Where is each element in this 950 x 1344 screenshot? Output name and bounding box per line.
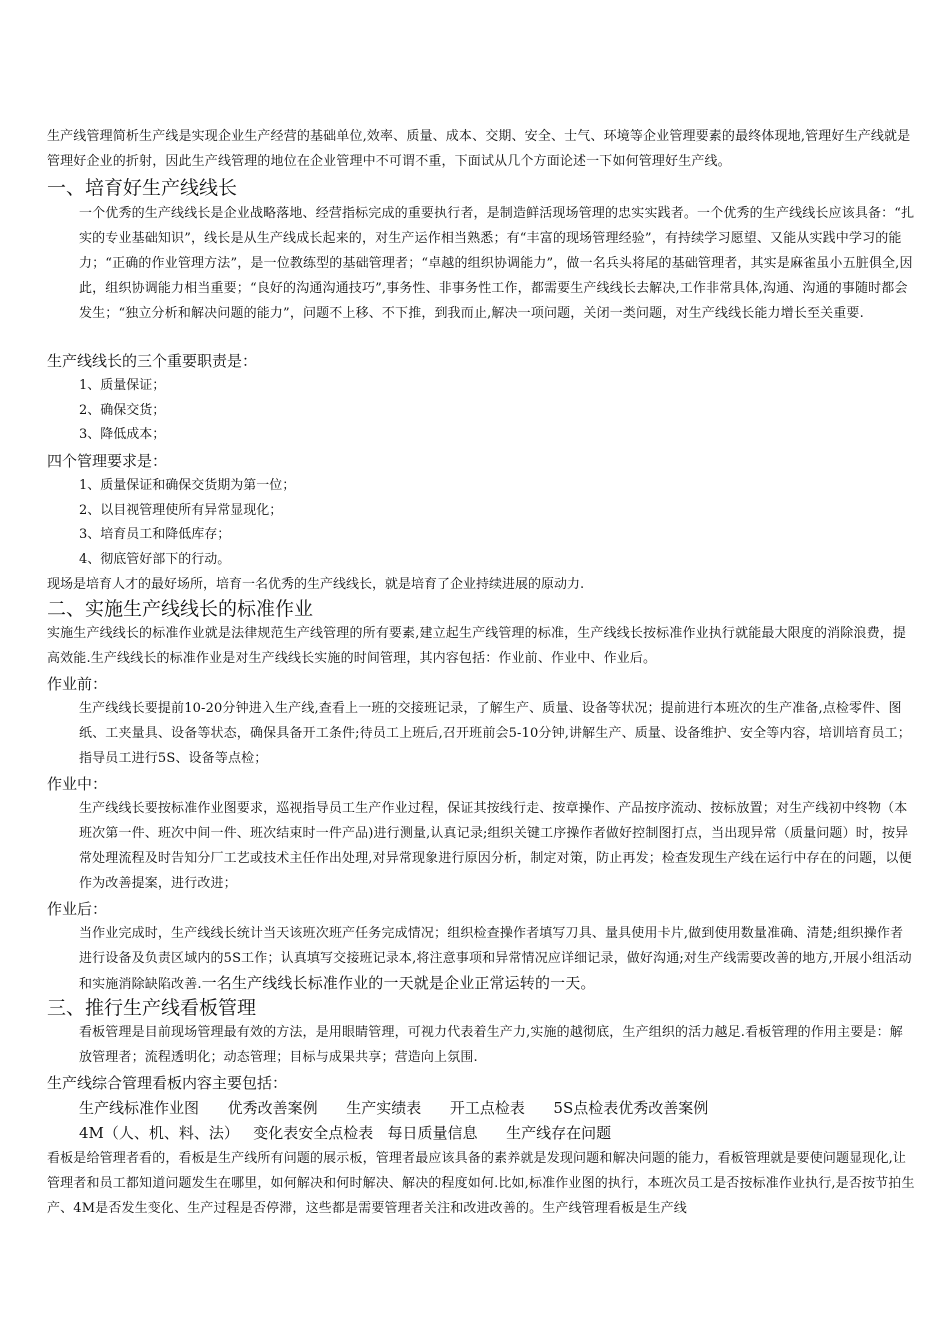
requirement-item: 1、质量保证和确保交货期为第一位； — [79, 478, 296, 493]
board-heading: 生产线综合管理看板内容主要包括： — [47, 1074, 288, 1092]
section-2-paragraph: 实施生产线线长的标准作业就是法律规范生产线管理的所有要素,建立起生产线管理的标准，生产线线长按标准作业执行就能最大限度的消除浪费，提高效能.生产线线长的标准作业是对生产线线长实施的时间管理，其内容包括：作业前、作业中、作业后。 — [47, 626, 907, 666]
duty-item: 2、确保交货； — [79, 403, 166, 418]
section-1-paragraph: 一个优秀的生产线线长是企业战略落地、经营指标完成的重要执行者，是制造鲜活现场管理的忠实实践者。一个优秀的生产线线长应该具备：“扎实的专业基础知识”，线长是从生产线成长起来的，对生产运作相当熟悉；有“丰富的现场管理经验”，有持续学习愿望、又能从实践中学习的能力；“正确的作业管理方法”，是一位教练型的基础管理者；“卓越的组织协调能力”，做一名兵头将尾的基础管理者，其实是麻雀虽小五脏俱全,因此，组织协调能力相当重要；“良好的沟通沟通技巧”,事务性、非事务性工作，都需要生产线线长去解决,工作非常具体,沟通、沟通的事随时都会发生；“独立分析和解决问题的能力”，问题不上移、不下推，到我而止,解决一项问题，关闭一类问题，对生产线线长能力增长至关重要. — [79, 206, 915, 321]
duty-item: 3、降低成本； — [79, 427, 166, 442]
board-items-line-1: 生产线标准作业图 优秀改善案例 生产实绩表 开工点检表 5S点检表优秀改善案例 — [79, 1099, 709, 1117]
before-work-heading: 作业前： — [47, 675, 108, 693]
section-1-closing: 现场是培育人才的最好场所，培育一名优秀的生产线线长，就是培育了企业持续进展的原动力. — [47, 577, 585, 592]
during-work-paragraph: 生产线线长要按标准作业图要求，巡视指导员工生产作业过程，保证其按线行走、按章操作、产品按序流动、按标放置；对生产线初中终物（本班次第一件、班次中间一件、班次结束时一件产品)进行测量,认真记录;组织关键工序操作者做好控制图打点，当出现异常（质量问题）时，按异常处理流程及时告知分厂工艺或技术主任作出处理,对异常现象进行原因分析，制定对策，防止再发；检查发现生产线在运行中存在的问题，以便作为改善提案，进行改进； — [79, 801, 912, 891]
section-1-heading: 一、培育好生产线线长 — [47, 177, 238, 199]
during-work-heading: 作业中： — [47, 775, 108, 793]
board-items-line-2: 4M（人、机、料、法） 变化表安全点检表 每日质量信息 生产线存在问题 — [79, 1124, 612, 1142]
section-3-heading: 三、推行生产线看板管理 — [47, 997, 257, 1019]
requirement-item: 3、培育员工和降低库存； — [79, 527, 231, 542]
after-work-paragraph — [79, 921, 915, 997]
duty-item: 1、质量保证； — [79, 378, 166, 393]
section-2-heading: 二、实施生产线线长的标准作业 — [47, 598, 314, 620]
duties-heading: 生产线线长的三个重要职责是： — [47, 352, 258, 370]
intro-paragraph: 生产线管理简析生产线是实现企业生产经营的基础单位,效率、质量、成本、交期、安全、士气、环境等企业管理要素的最终体现地,管理好生产线就是管理好企业的折射，因此生产线管理的地位在企业管理中不可谓不重，下面试从几个方面论述一下如何管理好生产线。 — [47, 129, 911, 169]
requirement-item: 4、彻底管好部下的行动。 — [79, 552, 231, 567]
after-work-text: 当作业完成时，生产线线长统计当天该班次班产任务完成情况；组织检查操作者填写刀具、量具使用卡片,做到使用数量准确、清楚;组织操作者进行设备及负责区域内的5S工作；认真填写交接班记录本,将注意事项和异常情况应详细记录，做好沟通;对生产线需要改善的地方,开展小组活动和实施消除缺陷改善. — [79, 926, 912, 992]
requirements-heading: 四个管理要求是： — [47, 452, 168, 470]
after-work-heading: 作业后： — [47, 900, 108, 918]
requirement-item: 2、以目视管理使所有异常显现化； — [79, 503, 283, 518]
section-3-closing: 看板是给管理者看的，看板是生产线所有问题的展示板，管理者最应该具备的素养就是发现问题和解决问题的能力，看板管理就是要使问题显现化,让管理者和员工都知道问题发生在哪里，如何解决和何时解决、解决的程度如何.比如,标准作业图的执行，本班次员工是否按标准作业执行,是否按节拍生产、4M是否发生变化、生产过程是否停滞，这些都是需要管理者关注和改进改善的。生产线管理看板是生产线 — [47, 1151, 915, 1216]
after-work-tail: 一名生产线线长标准作业的一天就是企业正常运转的一天。 — [201, 974, 596, 992]
section-3-paragraph: 看板管理是目前现场管理最有效的方法，是用眼睛管理，可视力代表着生产力,实施的越彻底，生产组织的活力越足.看板管理的作用主要是：解放管理者；流程透明化；动态管理；目标与成果共享；营造向上氛围. — [79, 1025, 903, 1065]
before-work-paragraph: 生产线线长要提前10-20分钟进入生产线,查看上一班的交接班记录，了解生产、质量、设备等状况；提前进行本班次的生产准备,点检零件、图纸、工夹量具、设备等状态，确保具备开工条件;待员工上班后,召开班前会5-10分钟,讲解生产、质量、设备维护、安全等内容，培训培育员工；指导员工进行5S、设备等点检； — [79, 701, 911, 766]
